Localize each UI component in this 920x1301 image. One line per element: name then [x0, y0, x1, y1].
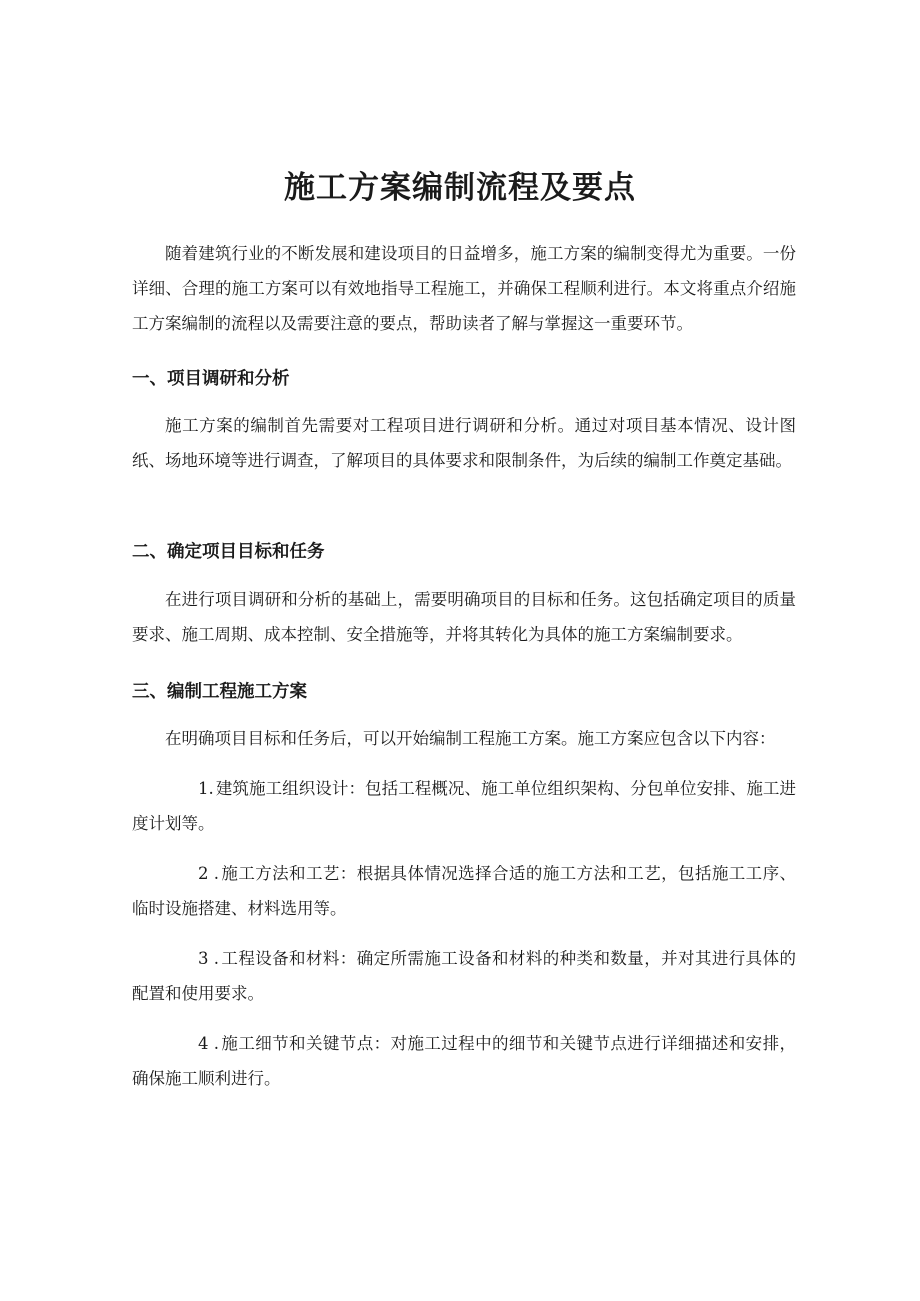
list-item	[132, 941, 796, 1011]
list-item-text: 施工细节和关键节点：对施工过程中的细节和关键节点进行详细描述和安排，确保施工顺利进行。	[132, 1034, 796, 1088]
list-item-text: 工程设备和材料：确定所需施工设备和材料的种类和数量，并对其进行具体的配置和使用要求。	[132, 949, 796, 1003]
list-item-text: 建筑施工组织设计：包括工程概况、施工单位组织架构、分包单位安排、施工进度计划等。	[132, 779, 796, 833]
section-body-1: 施工方案的编制首先需要对工程项目进行调研和分析。通过对项目基本情况、设计图纸、场地环境等进行调查，了解项目的具体要求和限制条件，为后续的编制工作奠定基础。	[132, 416, 796, 470]
section-body-2: 在进行项目调研和分析的基础上，需要明确项目的目标和任务。这包括确定项目的质量要求、施工周期、成本控制、安全措施等，并将其转化为具体的施工方案编制要求。	[132, 590, 796, 644]
list-item	[132, 1026, 796, 1096]
list-item	[132, 771, 796, 841]
section-heading-1: 一、项目调研和分析	[132, 369, 290, 389]
intro-paragraph: 随着建筑行业的不断发展和建设项目的日益增多，施工方案的编制变得尤为重要。一份详细、合理的施工方案可以有效地指导工程施工，并确保工程顺利进行。本文将重点介绍施工方案编制的流程以及需要注意的要点，帮助读者了解与掌握这一重要环节。	[132, 244, 796, 333]
list-item	[132, 856, 796, 926]
section-heading-3: 三、编制工程施工方案	[132, 682, 307, 702]
section-heading-2: 二、确定项目目标和任务	[132, 542, 325, 562]
list-item-number: 3 .	[198, 949, 219, 968]
list-item-text: 施工方法和工艺：根据具体情况选择合适的施工方法和工艺，包括施工工序、临时设施搭建、材料选用等。	[132, 864, 796, 918]
list-item-number: 4 .	[198, 1034, 219, 1053]
section-body-3: 在明确项目目标和任务后，可以开始编制工程施工方案。施工方案应包含以下内容：	[165, 729, 776, 748]
document-title: 施工方案编制流程及要点	[284, 170, 636, 206]
list-item-number: 1.	[198, 779, 214, 798]
list-item-number: 2 .	[198, 864, 219, 883]
